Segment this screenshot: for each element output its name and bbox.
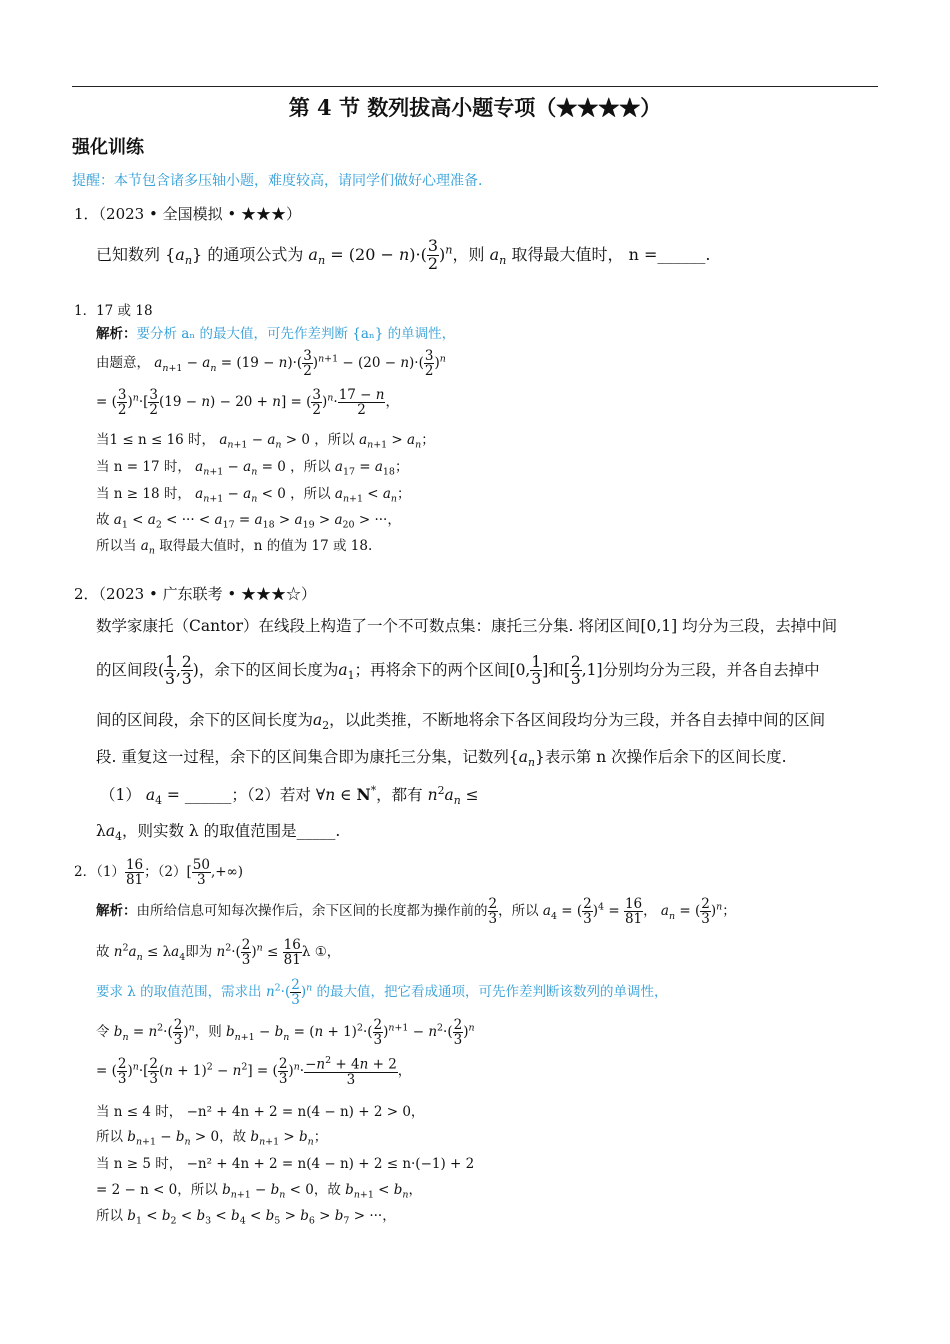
q2-para2-e: 分别均分为三段，并各自去掉中 — [602, 660, 820, 679]
q1-stem-a: 已知数列 — [96, 244, 161, 264]
q2-analysis2-c: ①， — [314, 944, 341, 961]
q2-case1 — [96, 1100, 424, 1120]
section-heading: 强化训练 — [72, 137, 144, 158]
q2-define: 令 $b_n = n^2\cdot$( $\frac{2}{3}$ )$^n$，则 $b_{n+1} - b_n = (n + 1)^2\cdot$( $\frac{2}{3}$ )$^{n+1} - n^2\cdot$( $\frac{2}{3}$ )$^n$ — [96, 1017, 475, 1049]
q2-case1-result: 所以 $b_{n+1} - b_n > 0$，故 $b_{n+1} > b_n$； — [96, 1129, 328, 1148]
q2-parts-cont: $\lambda a_4$，则实数 λ 的取值范围是_____. — [96, 822, 341, 844]
q2-para4: 段. 重复这一过程，余下的区间集合即为康托三分集，记数列$\{a_n\}$表示第 n 次操作后余下的区间长度. — [96, 748, 787, 770]
q2-part2-blank: ，则实数 λ 的取值范围是_____. — [121, 822, 341, 840]
q2-answer-a: 2．（1） — [74, 864, 125, 881]
q2-case2 — [96, 1152, 474, 1172]
q1-case3-so: ，所以 — [290, 486, 331, 502]
q1-conclusion: 所以当 $a_n$ 取得最大值时，n 的值为 17 或 18. — [96, 538, 373, 557]
q2-case2-result: = 2 − n < 0，所以 $b_{n+1} - b_n < 0$，故 $b_{n+1} < b_n$， — [96, 1182, 422, 1201]
q2-define-a: 令 — [96, 1024, 110, 1041]
q2-para3-b: ，以此类推，不断地将余下各区间段均分为三段，并各自去掉中间的区间 — [329, 711, 826, 729]
q1-stem: 已知数列 $\{a_n\}$ 的通项公式为 $a_n = (20 - n)\cdot$( $\frac{3}{2}$ )$^n$，则 $a_n$ 取得最大值时， n =______. — [96, 236, 711, 273]
q1-case3-label: 当 n ≥ 18 时， — [96, 486, 191, 502]
q2-answer: 2．（1） $\frac{16}{81}$ ；（2）[ $\frac{50}{3}$ ,+∞) — [74, 857, 244, 889]
q1-header: 1．（2023 • 全国模拟 • ★★★） — [74, 205, 301, 223]
q2-para1: 数学家康托（Cantor）在线段上构造了一个不可数点集：康托三分集. 将闭区间[0,1] 均分为三段，去掉中间 — [96, 617, 838, 635]
page-title: 第 4 节 数列拔高小题专项（★★★★） — [288, 95, 662, 120]
q2-analysis-text: 由所给信息可知每次操作后，余下区间的长度都为操作前的 — [136, 903, 488, 920]
q2-define-b: ，则 — [194, 1024, 222, 1041]
q1-stem-b: 的通项公式为 — [207, 244, 304, 264]
q1-conclusion-a: 所以当 — [96, 538, 137, 554]
q1-case2-label: 当 n = 17 时， — [96, 459, 191, 475]
q2-part1-label: （1） — [100, 786, 141, 804]
q1-step1-label: 由题意， — [96, 355, 150, 372]
q2-analysis-label: 解析： — [96, 903, 137, 920]
q1-case2: 当 n = 17 时， $a_{n+1} - a_n = 0$ ，所以 $a_{17} = a_{18}$； — [96, 459, 409, 478]
q2-hint-text: 的最大值，把它看成通项，可先作差判断该数列的单调性， — [316, 984, 668, 1001]
q2-case1-label: 当 n ≤ 4 时， — [96, 1104, 183, 1120]
q1-analysis-label: 解析： — [96, 326, 137, 342]
q1-case1-so: ，所以 — [314, 432, 355, 448]
q2-analysis2-a: 故 — [96, 944, 110, 961]
q1-case3: 当 n ≥ 18 时， $a_{n+1} - a_n < 0$ ，所以 $a_{n+1} < a_n$； — [96, 486, 411, 505]
q2-analysis1: 解析：由所给信息可知每次操作后，余下区间的长度都为操作前的 $\frac{2}{3}$ ，所以 $a_4$ = ( $\frac{2}{3}$ )$^4$ = $\frac{16}{81}$ ， $a_n$ = ( $\frac{2}{3}$ )$^n$； — [96, 896, 736, 928]
q2-para2-c: ；再将余下的两个区间 — [354, 660, 510, 679]
q2-part2-have: ，都有 — [376, 786, 423, 804]
q2-para3-a: 间的区间段，余下的区间长度为 — [96, 711, 314, 729]
q1-stem-e: n =______. — [628, 244, 711, 264]
q2-case1-thus: ，故 — [219, 1129, 247, 1145]
q1-analysis — [96, 322, 455, 342]
q1-step1: 由题意， $a_{n+1} - a_n = (19 - n)\cdot$( $\frac{3}{2}$ )$^{n+1}$ − (20 − n)·( $\frac{3}{2}$ )$^n$ — [96, 348, 446, 380]
q2-simplify: = ( $\frac{2}{3}$ )$^n$·[ $\frac{2}{3}$ $(n + 1)^2 - n^2$] = ( $\frac{2}{3}$ )$^n$· $\frac{-n^2 + 4n + 2}{3}$ ， — [96, 1055, 412, 1088]
q2-part1-blank: ______；（2）若对 — [184, 786, 311, 804]
q2-hint: 要求 λ 的取值范围，需求出 $n^2\cdot$( $\frac{2}{3}$ )$^n$ 的最大值，把它看成通项，可先作差判断该数列的单调性， — [96, 977, 668, 1009]
q2-case1-so: 所以 — [96, 1129, 123, 1145]
tip-text: 提醒：本节包含诸多压轴小题，难度较高，请同学们做好心理准备. — [72, 173, 483, 189]
q2-case2-expr: −n² + 4n + 2 = n(4 − n) + 2 ≤ n·(−1) + 2 — [186, 1156, 475, 1172]
q1-chain-label: 故 — [96, 512, 110, 528]
q2-analysis2: 故 $n^2a_n \le \lambda a_4$即为 $n^2\cdot$( $\frac{2}{3}$ )$^n$ ≤ $\frac{16}{81}$ λ ①， — [96, 937, 341, 969]
q1-stem-d: 取得最大值时， — [511, 244, 624, 264]
q2-case2-so: = 2 − n < 0，所以 — [96, 1182, 218, 1198]
q1-case2-so: ，所以 — [290, 459, 331, 475]
top-rule — [72, 86, 878, 87]
q2-para2: 的区间段( $\frac{1}{3}$ , $\frac{2}{3}$ )，余下的区间长度为$a_1$；再将余下的两个区间[0, $\frac{1}{3}$ ]和[ $\frac{2}{3}$ ,1]分别均分为三段，并各自去掉中 — [96, 653, 820, 689]
q1-analysis-text: 要分析 aₙ 的最大值，可先作差判断 {aₙ} 的单调性， — [136, 326, 456, 342]
q2-para2-d: 和 — [548, 660, 564, 679]
q2-hint-pre: 要求 λ 的取值范围，需求出 — [96, 984, 262, 1001]
q1-chain: 故 $a_1 < a_2$ < ··· < $a_{17} = a_{18} > a_{19} > a_{20}$ > ···， — [96, 512, 401, 531]
q2-case1-expr: −n² + 4n + 2 = n(4 − n) + 2 > 0， — [186, 1104, 425, 1120]
q2-header: 2．（2023 • 广东联考 • ★★★☆） — [74, 585, 316, 603]
q2-case2-thus: ，故 — [313, 1182, 341, 1198]
q1-case1-label: 当1 ≤ n ≤ 16 时， — [96, 432, 216, 448]
q2-case2-label: 当 n ≥ 5 时， — [96, 1156, 183, 1172]
q2-para2-a: 的区间段 — [96, 660, 159, 679]
q2-answer-b: ；（2） — [144, 864, 187, 881]
q1-case1: 当1 ≤ n ≤ 16 时， $a_{n+1} - a_n > 0$ ，所以 $a_{n+1} > a_n$； — [96, 432, 435, 451]
q2-para2-b: ，余下的区间长度为 — [198, 660, 339, 679]
q2-para3: 间的区间段，余下的区间长度为$a_2$，以此类推，不断地将余下各区间段均分为三段，并各自去掉中间的区间 — [96, 711, 826, 733]
q1-conclusion-b: 取得最大值时，n 的值为 17 或 18. — [159, 538, 373, 554]
q1-step2: = ( $\frac{3}{2}$ )$^n$·[ $\frac{3}{2}$ (19 − n) − 20 + n] = ( $\frac{3}{2}$ )$^n$· $\frac{17 - n}{2}$ ， — [96, 387, 399, 419]
q2-para4-a: 段. 重复这一过程，余下的区间集合即为康托三分集，记数列 — [96, 748, 509, 766]
q2-chain-label: 所以 — [96, 1208, 123, 1224]
q2-parts: （1） $a_4$ = ______；（2）若对 ∀n ∈ N*，都有 $n^2a_n$ ≤ — [100, 783, 479, 808]
q1-answer: 1．17 或 18 — [74, 303, 153, 319]
q2-chain: 所以 $b_1 < b_2 < b_3 < b_4 < b_5 > b_6 > b_7$ > ···， — [96, 1208, 396, 1227]
q1-stem-c: ，则 — [452, 244, 485, 264]
q2-para4-b: 表示第 n 次操作后余下的区间长度. — [544, 748, 787, 766]
q2-analysis2-b: 即为 — [185, 944, 213, 961]
q2-analysis-so: ，所以 — [498, 903, 539, 920]
